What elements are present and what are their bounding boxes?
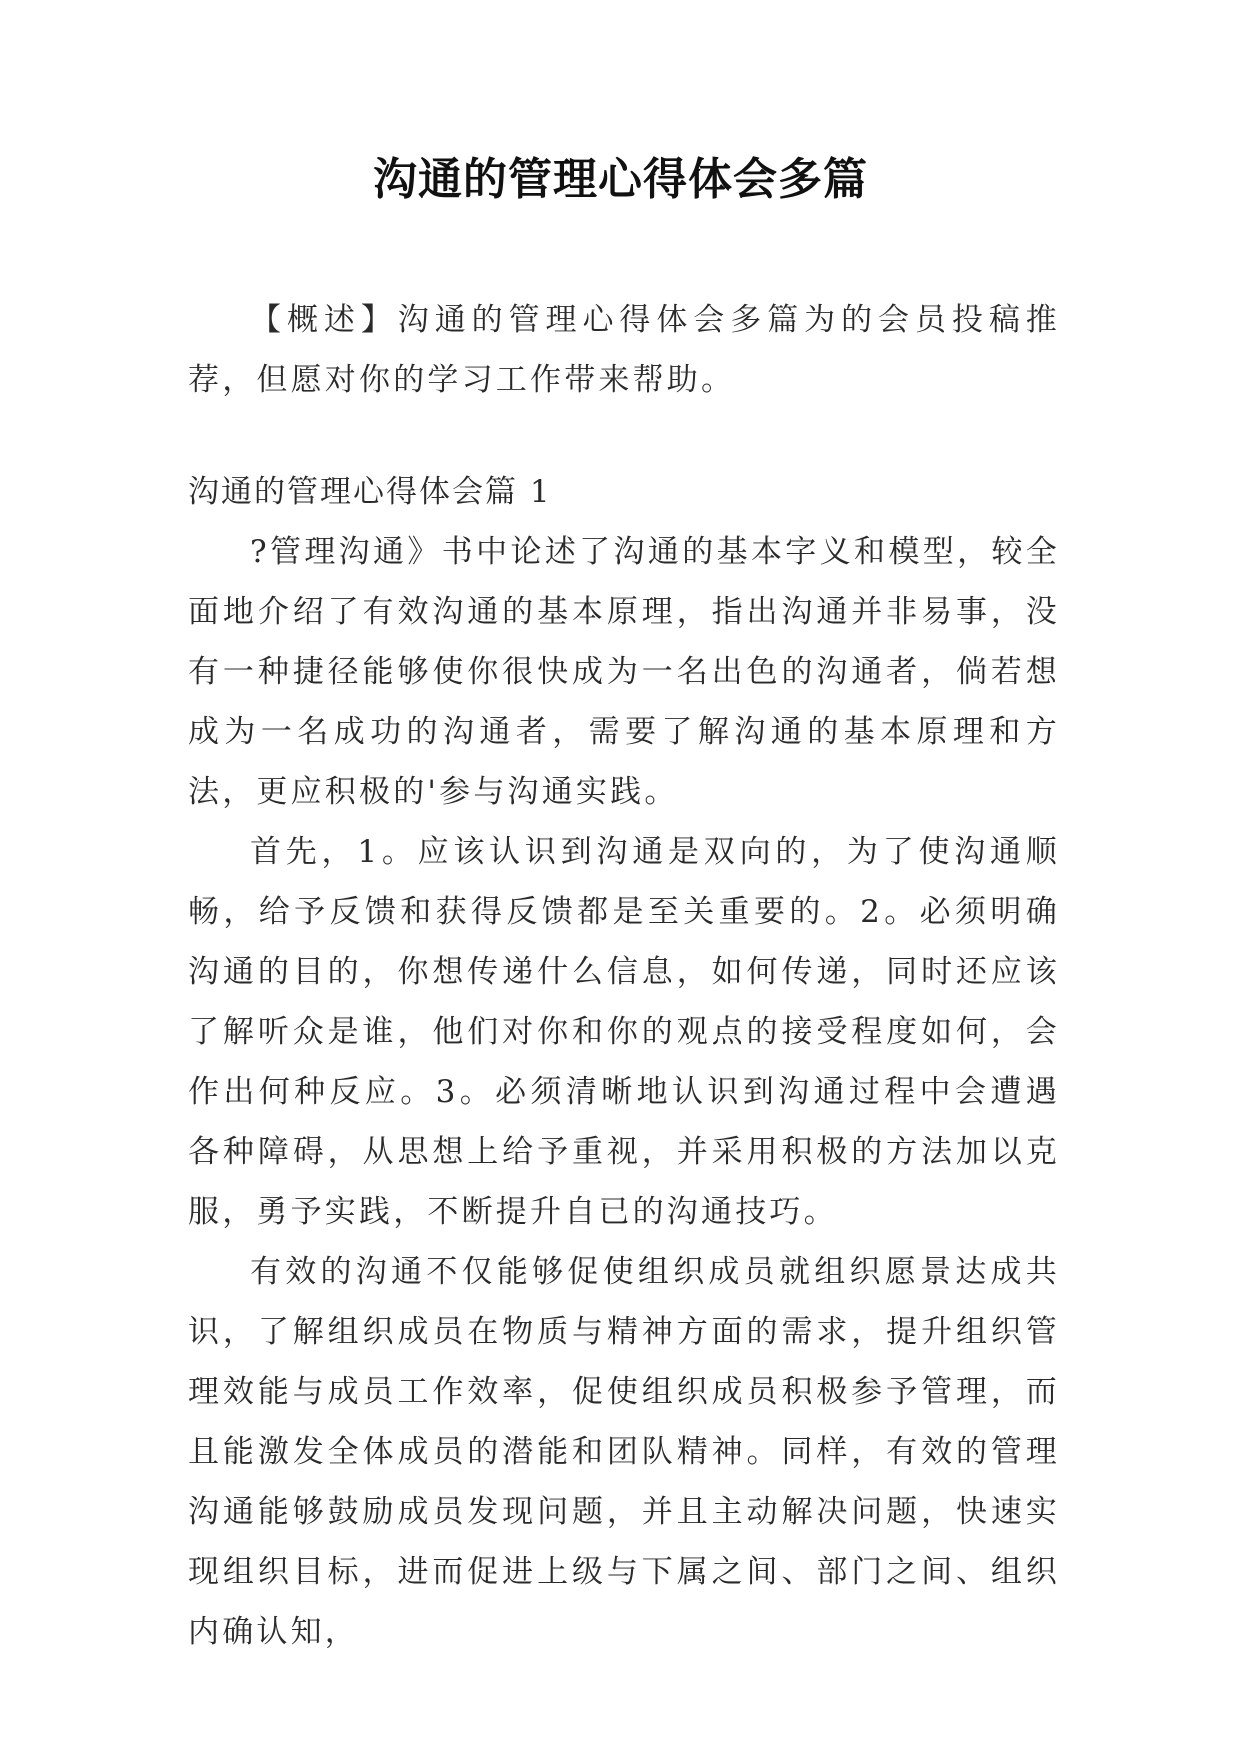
body-paragraph-3: 有效的沟通不仅能够促使组织成员就组织愿景达成共识，了解组织成员在物质与精神方面的需求，提升组织管理效能与成员工作效率，促使组织成员积极参予管理，而且能激发全体成员的潜能和团队精神。同样，有效的管理沟通能够鼓励成员发现问题，并且主动解决问题，快速实现组织目标，进而促进上级与下属之间、部门之间、组织内确认知，	[188, 1254, 1060, 1650]
body-paragraph-1: ?管理沟通》书中论述了沟通的基本字义和模型，较全面地介绍了有效沟通的基本原理，指出沟通并非易事，没有一种捷径能够使你很快成为一名出色的沟通者，倘若想成为一名成功的沟通者，需要了解沟通的基本原理和方法，更应积极的'参与沟通实践。	[188, 534, 1060, 810]
body-text	[188, 522, 1060, 1662]
section-title: 沟通的管理心得体会篇 1	[188, 474, 552, 510]
document-title: 沟通的管理心得体会多篇	[373, 154, 868, 205]
summary-paragraph: 【概述】沟通的管理心得体会多篇为的会员投稿推荐，但愿对你的学习工作带来帮助。	[188, 302, 1060, 398]
body-paragraph-2: 首先，1。应该认识到沟通是双向的，为了使沟通顺畅，给予反馈和获得反馈都是至关重要的。2。必须明确沟通的目的，你想传递什么信息，如何传递，同时还应该了解听众是谁，他们对你和你的观点的接受程度如何，会作出何种反应。3。必须清晰地认识到沟通过程中会遭遇各种障碍，从思想上给予重视，并采用积极的方法加以克服，勇予实践，不断提升自已的沟通技巧。	[188, 834, 1060, 1230]
summary-block	[188, 290, 1060, 410]
